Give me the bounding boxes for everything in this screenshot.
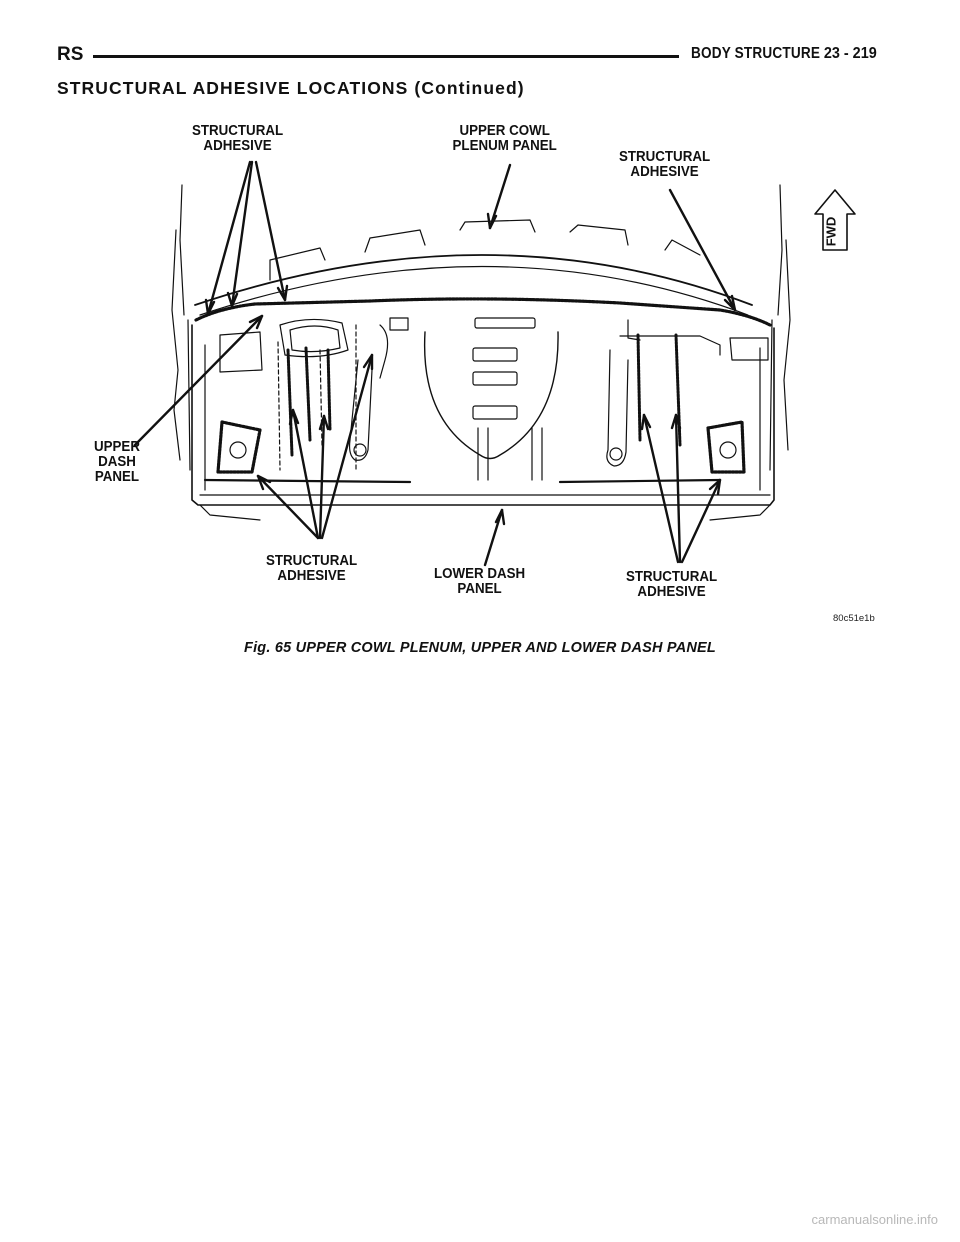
section-title: STRUCTURAL ADHESIVE LOCATIONS (Continued): [57, 78, 525, 98]
page-header: [57, 44, 877, 68]
label-structural-adhesive-top-left: STRUCTURAL ADHESIVE: [191, 123, 284, 154]
label-structural-adhesive-bottom-left: STRUCTURAL ADHESIVE: [265, 553, 358, 584]
figure-id: 80c51e1b: [833, 613, 875, 624]
header-rule: [93, 55, 679, 58]
dash-panel-illustration: [80, 110, 900, 630]
label-structural-adhesive-bottom-right: STRUCTURAL ADHESIVE: [625, 569, 718, 600]
label-upper-cowl-plenum-panel: UPPER COWL PLENUM PANEL: [452, 123, 557, 154]
label-upper-dash-panel: UPPER DASH PANEL: [93, 439, 140, 485]
section-code: RS: [57, 44, 84, 65]
header-title: BODY STRUCTURE: [691, 45, 821, 62]
figure-caption: Fig. 65 UPPER COWL PLENUM, UPPER AND LOWER DASH PANEL: [244, 640, 716, 656]
page-number: 23 - 219: [824, 45, 877, 62]
label-structural-adhesive-top-right: STRUCTURAL ADHESIVE: [618, 149, 711, 180]
watermark: carmanualsonline.info: [811, 1212, 938, 1227]
figure: [80, 110, 900, 630]
label-fwd: FWD: [823, 216, 839, 247]
label-lower-dash-panel: LOWER DASH PANEL: [433, 566, 526, 597]
